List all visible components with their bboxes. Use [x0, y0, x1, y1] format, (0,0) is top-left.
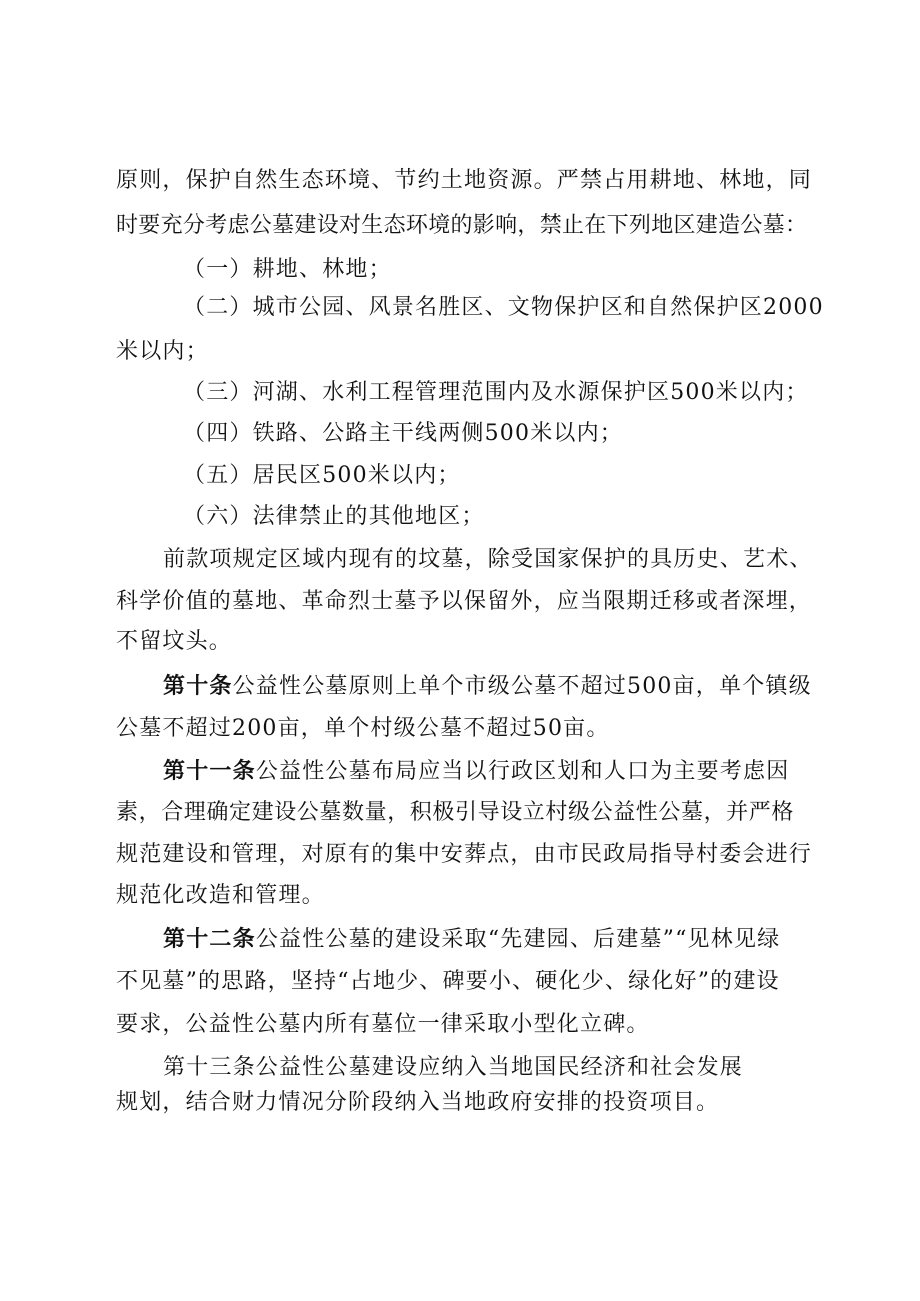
- paragraph-line: 原则，保护自然生态环境、节约土地资源。严禁占用耕地、林地，同: [116, 168, 813, 193]
- list-item: （三）河湖、水利工程管理范围内及水源保护区500米以内；: [183, 380, 809, 405]
- article-10-text: 公益性公墓原则上单个市级公墓不超过500亩，单个镇级: [232, 674, 812, 699]
- article-11-line: [163, 757, 789, 787]
- paragraph-line: 要求，公益性公墓内所有墓位一律采取小型化立碑。: [116, 1012, 650, 1037]
- paragraph-line: 不见墓”的思路，坚持“占地少、碑要小、硬化少、绿化好”的建设: [116, 969, 780, 994]
- article-11-text: 公益性公墓布局应当以行政区划和人口为主要考虑因: [255, 759, 790, 784]
- list-item: （六）法律禁止的其他地区；: [183, 504, 485, 529]
- article-13-line: 第十三条公益性公墓建设应纳入当地国民经济和社会发展: [163, 1055, 744, 1080]
- paragraph-line: 科学价值的墓地、革命烈士墓予以保留外，应当限期迁移或者深埋，: [116, 589, 813, 614]
- article-12-heading: 第十二条: [163, 927, 256, 952]
- article-10-heading: 第十条: [163, 674, 233, 699]
- paragraph-line: 规范化改造和管理。: [116, 883, 325, 908]
- paragraph-line: 不留坟头。: [116, 629, 233, 654]
- paragraph-line: 公墓不超过200亩，单个村级公墓不超过50亩。: [116, 716, 610, 741]
- article-10-line: [163, 672, 812, 702]
- paragraph-line: 素，合理确定建设公墓数量，积极引导设立村级公益性公墓，并严格: [116, 800, 795, 825]
- paragraph-line: 规范建设和管理，对原有的集中安葬点，由市民政局指导村委会进行: [116, 842, 813, 867]
- list-item: （四）铁路、公路主干线两侧500米以内；: [183, 421, 623, 446]
- article-12-text: 公益性公墓的建设采取“先建园、后建墓”“见林见绿: [255, 927, 781, 952]
- list-item: （五）居民区500米以内；: [183, 463, 461, 488]
- list-item: （二）城市公园、风景名胜区、文物保护区和自然保护区2000: [183, 295, 824, 320]
- paragraph-line: 前款项规定区域内现有的坟墓，除受国家保护的具历史、艺术、: [163, 547, 813, 572]
- article-11-heading: 第十一条: [163, 759, 256, 784]
- list-item-continuation: 米以内；: [116, 339, 209, 364]
- paragraph-line: 规划，结合财力情况分阶段纳入当地政府安排的投资项目。: [116, 1090, 720, 1115]
- paragraph-line: 时要充分考虑公墓建设对生态环境的影响，禁止在下列地区建造公墓：: [116, 213, 808, 238]
- article-12-line: [163, 925, 780, 955]
- list-item: （一）耕地、林地；: [183, 257, 392, 282]
